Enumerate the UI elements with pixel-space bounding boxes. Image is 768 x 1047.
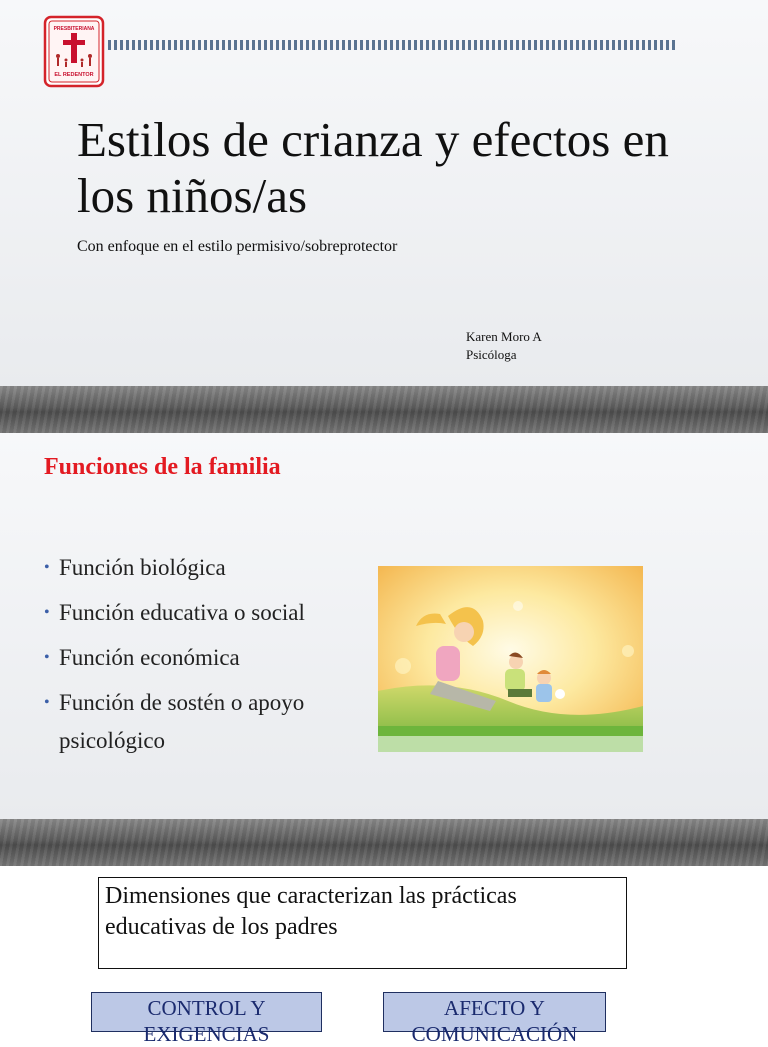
section-heading: Funciones de la familia [44,454,281,480]
control-dimension-box: CONTROL Y EXIGENCIAS [91,992,322,1032]
list-item: • Función educativa o social [44,594,364,632]
slide-family-functions [0,433,768,819]
slide-dimensions [0,866,768,1046]
family-illustration [378,566,643,752]
accent-dash-line [108,40,678,50]
presentation-subtitle: Con enfoque en el estilo permisivo/sobreprotector [77,238,398,255]
logo-text-top: PRESBITERIANA [53,26,95,32]
list-item: • Función de sostén o apoyo psicológico [44,684,364,760]
bullet-icon: • [44,604,50,621]
affection-dimension-box: AFECTO Y COMUNICACIÓN [383,992,606,1032]
list-item: • Función biológica [44,549,364,587]
school-logo [44,16,104,87]
dimensions-title-box: Dimensiones que caracterizan las prácticas educativas de los padres [98,877,627,969]
functions-list [44,549,364,767]
bullet-icon: • [44,649,50,666]
slide-separator [0,386,768,433]
slide-title [0,0,768,386]
author-role: Psicóloga [466,347,517,362]
slide-separator [0,819,768,866]
author-block [466,328,542,364]
presentation-title: Estilos de crianza y efectos en los niños/as [77,112,669,223]
bullet-icon: • [44,559,50,576]
bullet-icon: • [44,694,50,711]
logo-text-bottom: EL REDENTOR [54,72,94,78]
list-item: • Función económica [44,639,364,677]
author-name: Karen Moro A [466,329,542,344]
